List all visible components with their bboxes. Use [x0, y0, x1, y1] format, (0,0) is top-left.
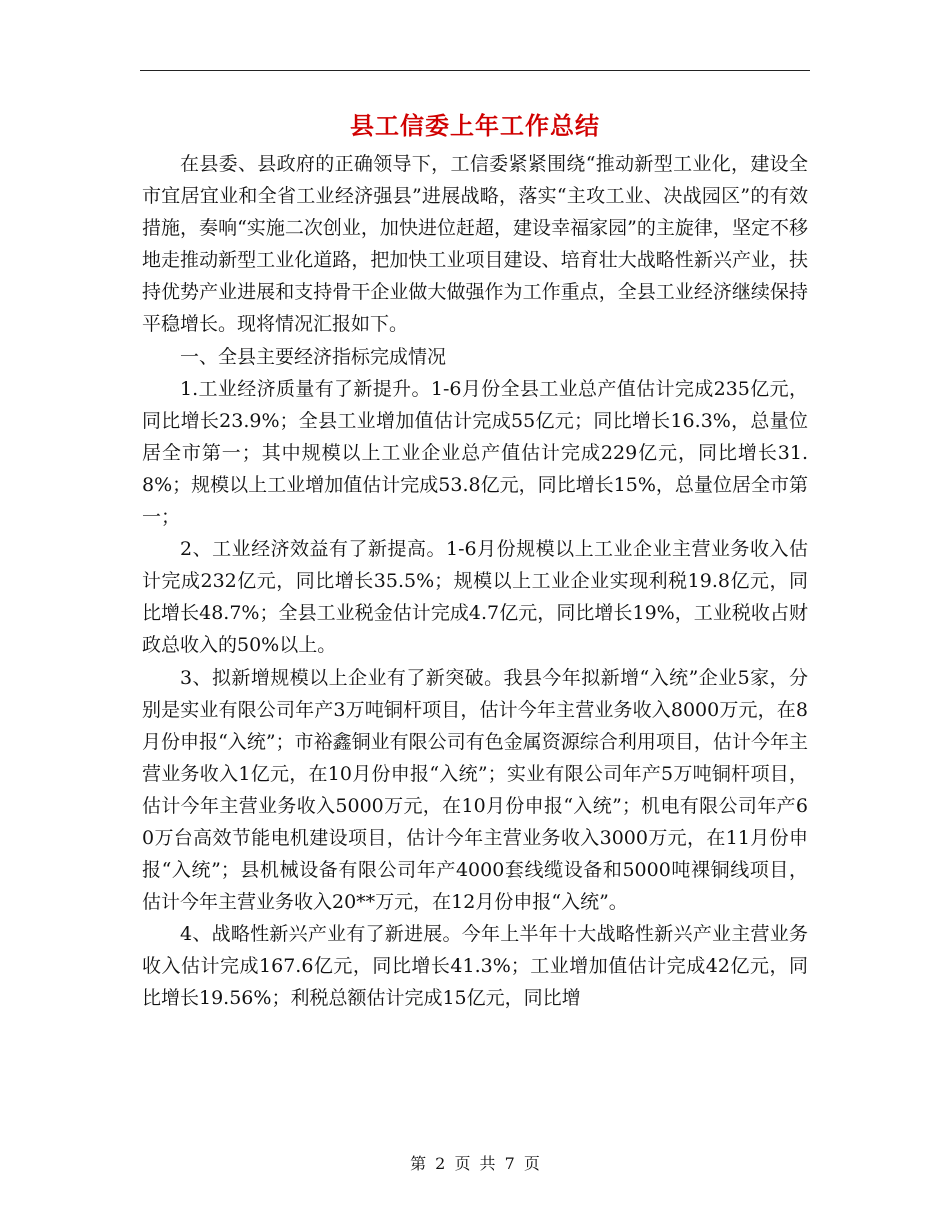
item-3-paragraph: 3、拟新增规模以上企业有了新突破。我县今年拟新增“入统”企业5家，分别是实业有限公司年产3万吨铜杆项目，估计今年主营业务收入8000万元，在8月份申报“入统”；市裕鑫铜业有限公司有色金属资源综合利用项目，估计今年主营业务收入1亿元，在10月份申报“入统”；实业有限公司年产5万吨铜杆项目，估计今年主营业务收入5000万元，在10月份申报“入统”；机电有限公司年产60万台高效节能电机建设项目，估计今年主营业务收入3000万元，在11月份申报“入统”；县机械设备有限公司年产4000套线缆设备和5000吨裸铜线项目，估计今年主营业务收入20**万元，在12月份申报“入统”。 — [142, 666, 808, 914]
header-rule — [140, 70, 810, 71]
item-4-paragraph: 4、战略性新兴产业有了新进展。今年上半年十大战略性新兴产业主营业务收入估计完成167.6亿元，同比增长41.3%；工业增加值估计完成42亿元，同比增长19.56%；利税总额估计完成15亿元，同比增 — [142, 923, 808, 1010]
page-footer: 第 2 页 共 7 页 — [410, 1154, 540, 1173]
document-body — [142, 148, 808, 1015]
document-title: 县工信委上年工作总结 — [350, 111, 600, 140]
intro-paragraph: 在县委、县政府的正确领导下，工信委紧紧围绕“推动新型工业化，建设全市宜居宜业和全省工业经济强县”进展战略，落实“主攻工业、决战园区”的有效措施，奏响“实施二次创业，加快进位赶超，建设幸福家园”的主旋律，坚定不移地走推动新型工业化道路，把加快工业项目建设、培育壮大战略性新兴产业，扶持优势产业进展和支持骨干企业做大做强作为工作重点，全县工业经济继续保持平稳增长。现将情况汇报如下。 — [142, 153, 808, 336]
item-2-paragraph: 2、工业经济效益有了新提高。1-6月份规模以上工业企业主营业务收入估计完成232亿元，同比增长35.5%；规模以上工业企业实现利税19.8亿元，同比增长48.7%；全县工业税金估计完成4.7亿元，同比增长19%，工业税收占财政总收入的50%以上。 — [142, 538, 808, 657]
section-heading: 一、全县主要经济指标完成情况 — [180, 345, 447, 368]
item-1-paragraph: 1.工业经济质量有了新提升。1-6月份全县工业总产值估计完成235亿元，同比增长23.9%；全县工业增加值估计完成55亿元；同比增长16.3%，总量位居全市第一；其中规模以上工业企业总产值估计完成229亿元，同比增长31.8%；规模以上工业增加值估计完成53.8亿元，同比增长15%，总量位居全市第一； — [142, 377, 808, 529]
